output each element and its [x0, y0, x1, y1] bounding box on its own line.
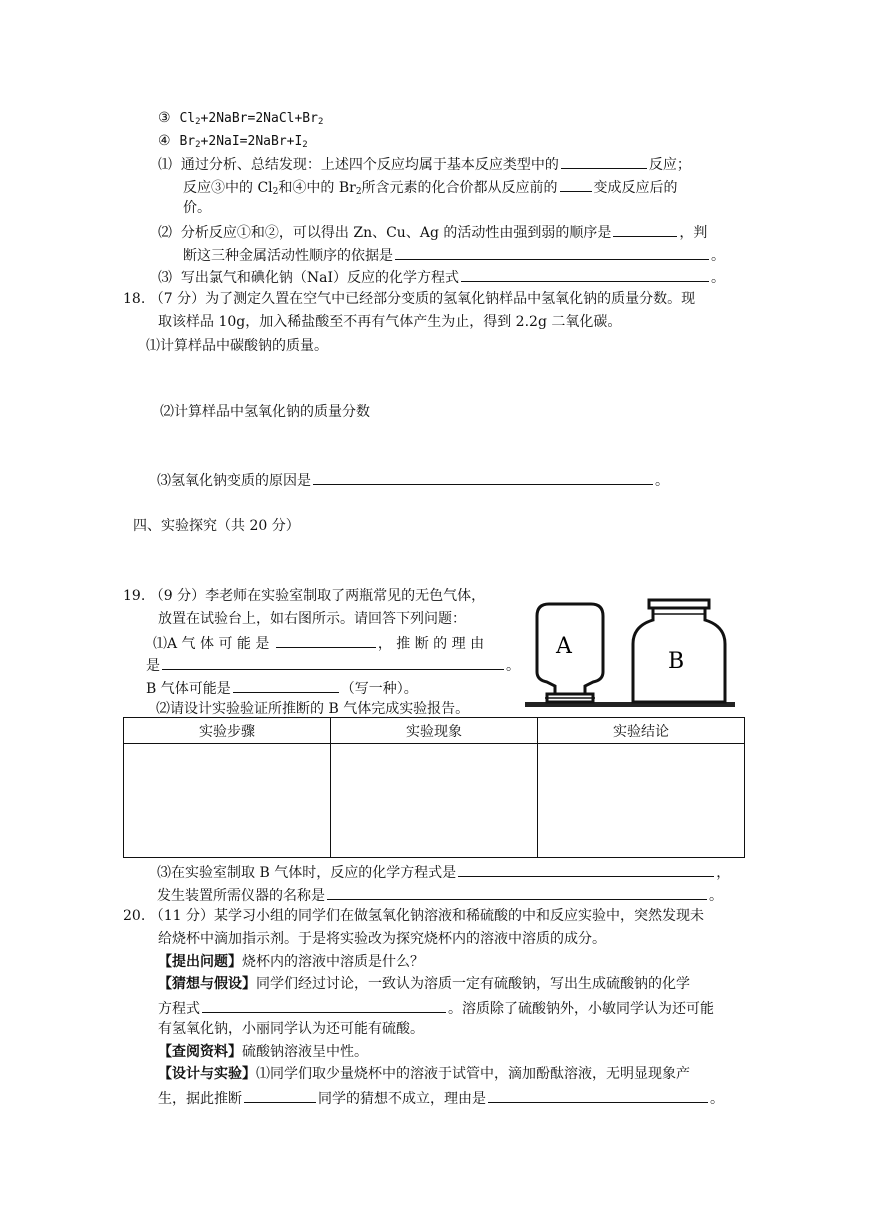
- q17-3: ⑶ 写出氯气和碘化钠（NaI）反应的化学方程式 。: [158, 266, 725, 286]
- q17-1-line2: 反应③中的 $Cl_2$和④中的 $Br_2$所含元素的化合价都从反应前的 变成反应后的: [183, 176, 678, 196]
- q18-part2: ⑵计算样品中氢氧化钠的质量分数: [160, 404, 370, 420]
- q18-part3: ⑶氢氧化钠变质的原因是 。: [157, 469, 669, 489]
- section-heading: 四、实验探究（共 20 分）: [133, 518, 300, 534]
- answer-blank[interactable]: [313, 469, 653, 485]
- answer-blank[interactable]: [327, 884, 707, 900]
- q20-question: 【提出问题】烧杯内的溶液中溶质是什么？: [158, 954, 424, 970]
- table-cell-phenomena[interactable]: [331, 744, 538, 858]
- q19-part1d: B 气体可能是 （写一种）。: [146, 677, 418, 697]
- answer-blank[interactable]: [233, 677, 339, 693]
- q20-hypothesis-3: 有氢氧化钠，小丽同学认为还可能有硫酸。: [158, 1021, 424, 1037]
- table-header: 实验现象: [331, 718, 538, 744]
- answer-blank[interactable]: [461, 266, 709, 282]
- answer-blank[interactable]: [276, 632, 376, 648]
- answer-blank[interactable]: [395, 244, 709, 260]
- answer-blank[interactable]: [202, 997, 446, 1013]
- answer-blank[interactable]: [244, 1087, 316, 1103]
- q20-design-2: 生，据此推断 同学的猜想不成立，理由是 。: [158, 1087, 724, 1107]
- q17-2-line1: ⑵ 分析反应①和②，可以得出 Zn、Cu、Ag 的活动性由强到弱的顺序是 ，判: [158, 221, 707, 241]
- equation-3: ③ $Cl_2+2NaBr=2NaCl+Br_2$: [158, 110, 324, 127]
- answer-blank[interactable]: [458, 861, 714, 877]
- q17-2-line2: 断这三种金属活动性顺序的依据是 。: [183, 244, 725, 264]
- answer-blank[interactable]: [488, 1087, 708, 1103]
- q17-1-line3: 价。: [183, 200, 211, 216]
- q18-part1: ⑴计算样品中碳酸钠的质量。: [146, 338, 328, 354]
- q20-hypothesis-2: 方程式 。溶质除了硫酸钠外，小敏同学认为还可能: [158, 997, 714, 1017]
- q17-1-line1: ⑴ 通过分析、总结发现：上述四个反应均属于基本反应类型中的 反应；: [158, 153, 691, 173]
- q19-part3b: 发生装置所需仪器的名称是 。: [157, 884, 723, 904]
- q20-line2: 给烧杯中滴加指示剂。于是将实验改为探究烧杯内的溶液中溶质的成分。: [158, 931, 606, 947]
- table-header: 实验结论: [538, 718, 745, 744]
- experiment-report-table: [123, 717, 745, 858]
- bottle-a-label: A: [556, 634, 572, 659]
- q19-part2: ⑵请设计实验验证所推断的 B 气体完成实验报告。: [156, 701, 470, 717]
- bottle-b-label: B: [668, 649, 685, 674]
- gas-bottles-figure: [525, 596, 735, 714]
- answer-blank[interactable]: [560, 176, 592, 192]
- table-cell-steps[interactable]: [124, 744, 331, 858]
- q18-line1: 18. （7 分）为了测定久置在空气中已经部分变质的氢氧化钠样品中氢氧化钠的质量分数。现: [123, 291, 696, 307]
- answer-blank[interactable]: [162, 654, 504, 670]
- answer-blank[interactable]: [561, 153, 647, 169]
- q20-line1: 20. （11 分）某学习小组的同学们在做氢氧化钠溶液和稀硫酸的中和反应实验中，突然发现未: [123, 908, 704, 924]
- q19-part3a: ⑶在实验室制取 B 气体时，反应的化学方程式是 ，: [157, 861, 730, 881]
- q20-design: 【设计与实验】⑴同学们取少量烧杯中的溶液于试管中，滴加酚酞溶液，无明显现象产: [158, 1066, 690, 1082]
- q20-reference: 【查阅资料】硫酸钠溶液呈中性。: [158, 1044, 368, 1060]
- q20-hypothesis: 【猜想与假设】同学们经过讨论，一致认为溶质一定有硫酸钠，写出生成硫酸钠的化学: [158, 976, 690, 992]
- answer-blank[interactable]: [613, 221, 677, 237]
- q18-line2: 取该样品 10g，加入稀盐酸至不再有气体产生为止，得到 2.2g 二氧化碳。: [158, 314, 622, 330]
- equation-4: ④ $Br_2+2NaI=2NaBr+I_2$: [158, 133, 308, 150]
- q19-line1: 19. （9 分）李老师在实验室制取了两瓶常见的无色气体，: [123, 588, 486, 604]
- bottles-diagram: [525, 596, 735, 714]
- q19-part1a: ⑴A 气 体 可 能 是 ， 推 断 的 理 由: [153, 632, 484, 652]
- table-cell-conclusion[interactable]: [538, 744, 745, 858]
- q19-line2: 放置在试验台上，如右图所示。请回答下列问题：: [158, 611, 466, 627]
- q19-part1c: 是 。: [146, 654, 520, 674]
- table-header: 实验步骤: [124, 718, 331, 744]
